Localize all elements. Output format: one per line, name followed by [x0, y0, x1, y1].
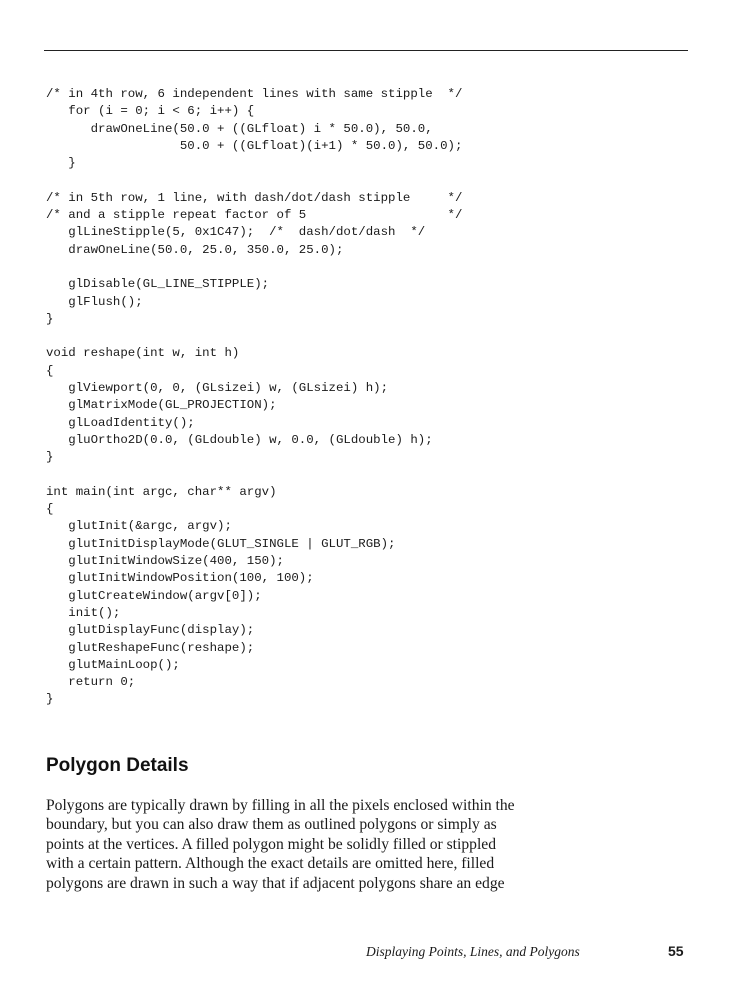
- code-line: [46, 467, 462, 484]
- code-line: }: [46, 311, 54, 326]
- code-line: glutInitWindowPosition(100, 100);: [46, 571, 314, 586]
- code-line: glutReshapeFunc(reshape);: [46, 640, 255, 655]
- header-rule: [44, 50, 688, 51]
- code-line: gluOrtho2D(0.0, (GLdouble) w, 0.0, (GLdouble) h);: [46, 432, 433, 447]
- code-line: [46, 259, 462, 276]
- paragraph-line: with a certain pattern. Although the exact details are omitted here, filled: [46, 855, 495, 873]
- code-line: glViewport(0, 0, (GLsizei) w, (GLsizei) h);: [46, 381, 389, 396]
- code-line: return 0;: [46, 675, 136, 690]
- running-footer-title: Displaying Points, Lines, and Polygons: [366, 944, 580, 959]
- code-line: /* in 5th row, 1 line, with dash/dot/dash stipple */: [46, 190, 463, 205]
- code-line: {: [46, 502, 54, 517]
- code-line: /* in 4th row, 6 independent lines with same stipple */: [46, 87, 463, 101]
- paragraph-line: boundary, but you can also draw them as outlined polygons or simply as: [46, 816, 497, 834]
- code-line: for (i = 0; i < 6; i++) {: [46, 104, 255, 119]
- code-listing: [46, 86, 462, 709]
- code-line: glutDisplayFunc(display);: [46, 623, 255, 638]
- code-line: glFlush();: [46, 294, 143, 309]
- code-line: glLineStipple(5, 0x1C47); /* dash/dot/dash */: [46, 225, 426, 240]
- code-line: {: [46, 363, 54, 378]
- code-line: }: [46, 156, 76, 171]
- code-line: drawOneLine(50.0, 25.0, 350.0, 25.0);: [46, 242, 344, 257]
- code-line: drawOneLine(50.0 + ((GLfloat) i * 50.0), 50.0,: [46, 121, 433, 136]
- code-line: glutInitDisplayMode(GLUT_SINGLE | GLUT_RGB);: [46, 536, 396, 551]
- code-line: glutInit(&argc, argv);: [46, 519, 232, 534]
- code-line: glutMainLoop();: [46, 657, 180, 672]
- code-line: 50.0 + ((GLfloat)(i+1) * 50.0), 50.0);: [46, 138, 463, 153]
- code-line: [46, 328, 462, 345]
- paragraph-line: points at the vertices. A filled polygon might be solidly filled or stippled: [46, 835, 496, 853]
- code-line: init();: [46, 605, 121, 620]
- code-line: int main(int argc, char** argv): [46, 484, 277, 499]
- page-number: 55: [668, 943, 684, 959]
- code-line: glMatrixMode(GL_PROJECTION);: [46, 398, 277, 413]
- code-line: }: [46, 450, 54, 465]
- code-line: glLoadIdentity();: [46, 415, 195, 430]
- paragraph-line: polygons are drawn in such a way that if adjacent polygons share an edge: [46, 874, 505, 892]
- code-line: glDisable(GL_LINE_STIPPLE);: [46, 277, 270, 292]
- code-line: }: [46, 692, 54, 707]
- paragraph-line: Polygons are typically drawn by filling in all the pixels enclosed within the: [46, 797, 515, 814]
- section-heading: Polygon Details: [46, 755, 189, 776]
- code-line: void reshape(int w, int h): [46, 346, 240, 361]
- code-line: /* and a stipple repeat factor of 5 */: [46, 208, 463, 223]
- code-line: glutInitWindowSize(400, 150);: [46, 554, 284, 569]
- code-line: glutCreateWindow(argv[0]);: [46, 588, 262, 603]
- body-paragraph: [46, 796, 666, 893]
- code-line: [46, 172, 462, 189]
